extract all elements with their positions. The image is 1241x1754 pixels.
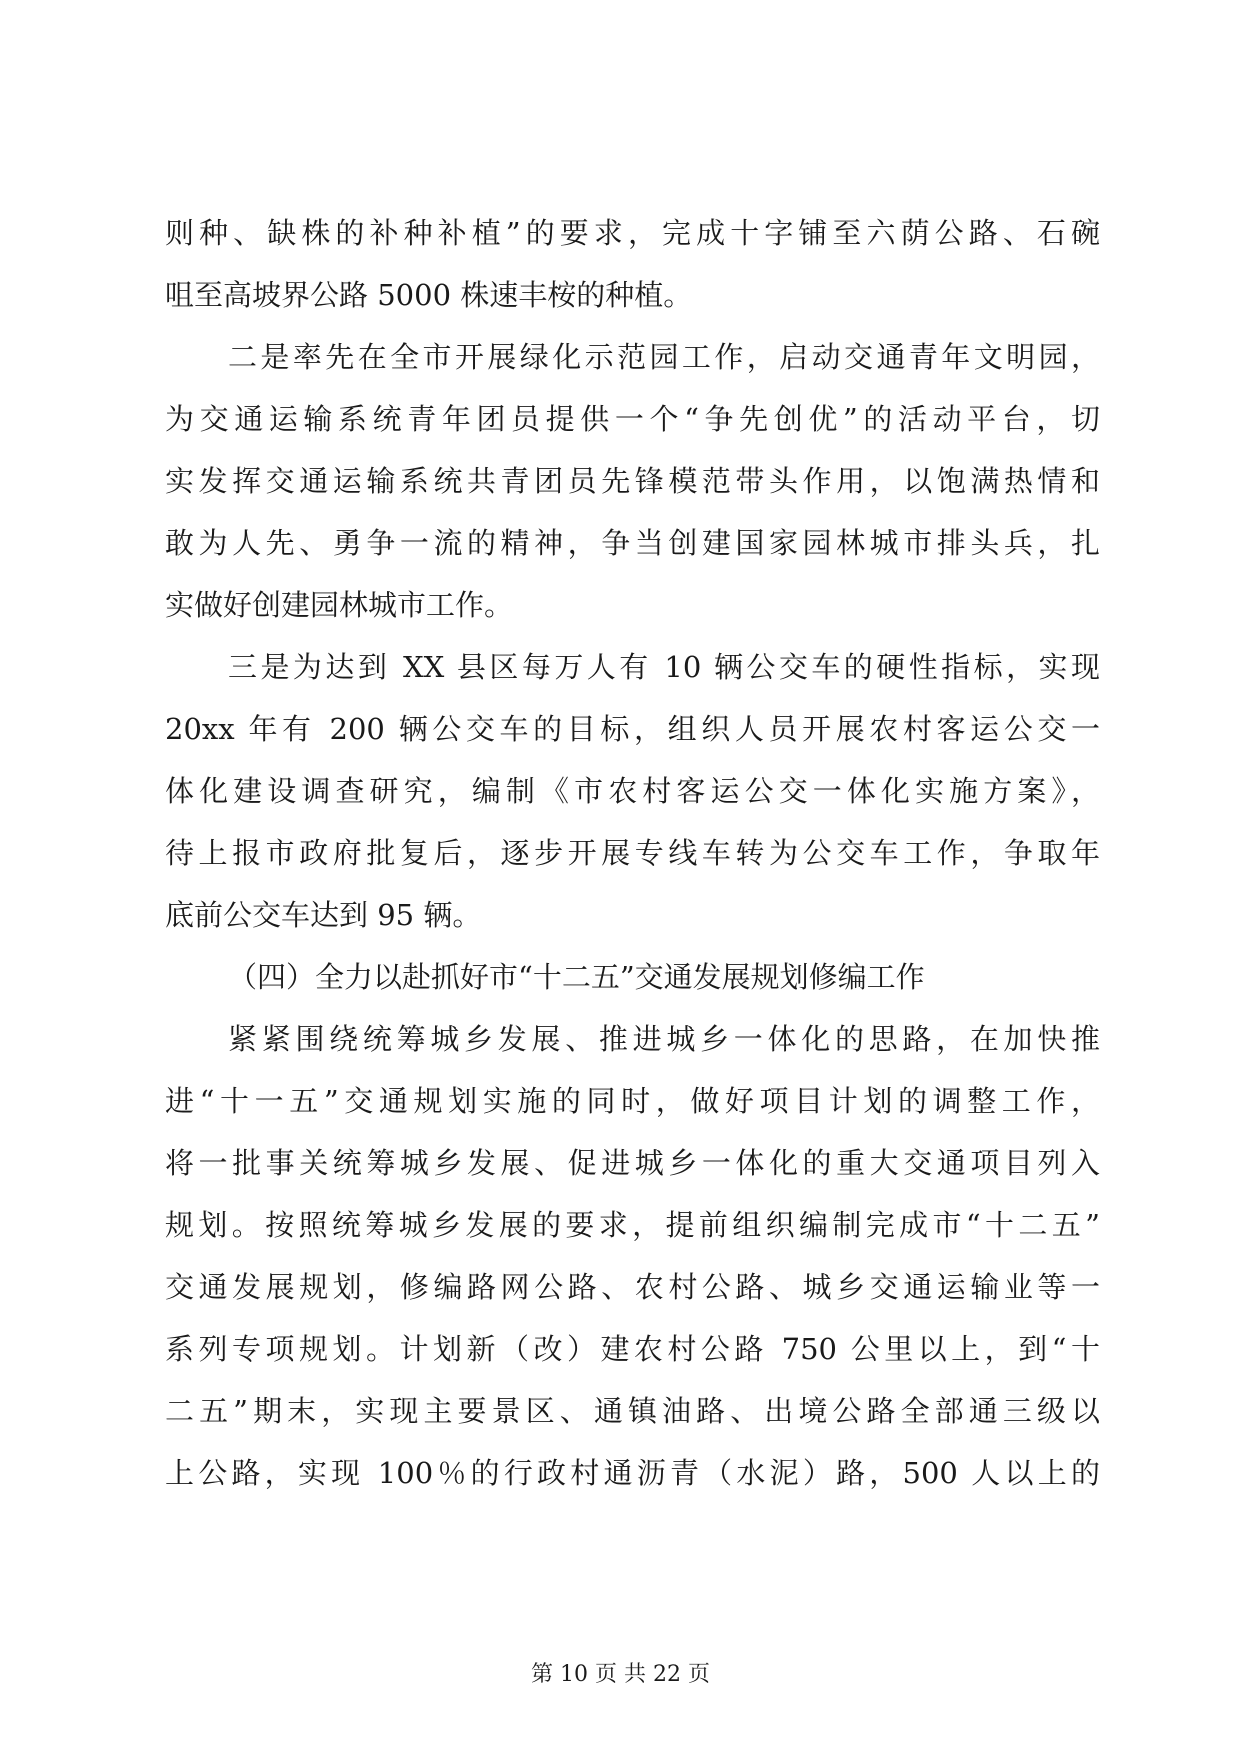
text-line-19: 系列专项规划。计划新（改）建农村公路 750 公里以上，到“十 — [165, 1332, 1100, 1366]
text-line-9: 20xx 年有 200 辆公交车的目标，组织人员开展农村客运公交一 — [165, 712, 1100, 746]
text-line-11: 待上报市政府批复后，逐步开展专线车转为公交车工作，争取年 — [165, 836, 1100, 870]
text-line-6: 敢为人先、勇争一流的精神，争当创建国家园林城市排头兵，扎 — [165, 526, 1100, 560]
text-line-17: 规划。按照统筹城乡发展的要求，提前组织编制完成市“十二五” — [165, 1208, 1100, 1242]
text-line-2: 咀至高坡界公路 5000 株速丰桉的种植。 — [165, 278, 693, 312]
text-line-21: 上公路，实现 100％的行政村通沥青（水泥）路，500 人以上的 — [165, 1456, 1100, 1490]
text-line-20: 二五”期末，实现主要景区、通镇油路、出境公路全部通三级以 — [165, 1394, 1100, 1428]
text-line-18: 交通发展规划，修编路网公路、农村公路、城乡交通运输业等一 — [165, 1270, 1100, 1304]
text-line-8: 三是为达到 XX 县区每万人有 10 辆公交车的硬性指标，实现 — [228, 650, 1100, 684]
text-line-16: 将一批事关统筹城乡发展、促进城乡一体化的重大交通项目列入 — [165, 1146, 1100, 1180]
text-line-12: 底前公交车达到 95 辆。 — [165, 898, 482, 932]
text-line-7: 实做好创建园林城市工作。 — [165, 588, 514, 622]
text-line-15: 进“十一五”交通规划实施的同时，做好项目计划的调整工作， — [165, 1084, 1100, 1118]
text-line-4: 为交通运输系统青年团员提供一个“争先创优”的活动平台，切 — [165, 402, 1100, 436]
text-line-3: 二是率先在全市开展绿化示范园工作，启动交通青年文明园， — [228, 340, 1100, 374]
text-line-1: 则种、缺株的补种补植”的要求，完成十字铺至六荫公路、石碗 — [165, 216, 1100, 250]
section-heading: （四）全力以赴抓好市“十二五”交通发展规划修编工作 — [228, 960, 925, 994]
page-number-footer: 第 10 页 共 22 页 — [531, 1662, 710, 1687]
text-line-14: 紧紧围绕统筹城乡发展、推进城乡一体化的思路，在加快推 — [228, 1022, 1100, 1056]
text-line-10: 体化建设调查研究，编制《市农村客运公交一体化实施方案》， — [165, 774, 1100, 808]
text-line-5: 实发挥交通运输系统共青团员先锋模范带头作用，以饱满热情和 — [165, 464, 1100, 498]
